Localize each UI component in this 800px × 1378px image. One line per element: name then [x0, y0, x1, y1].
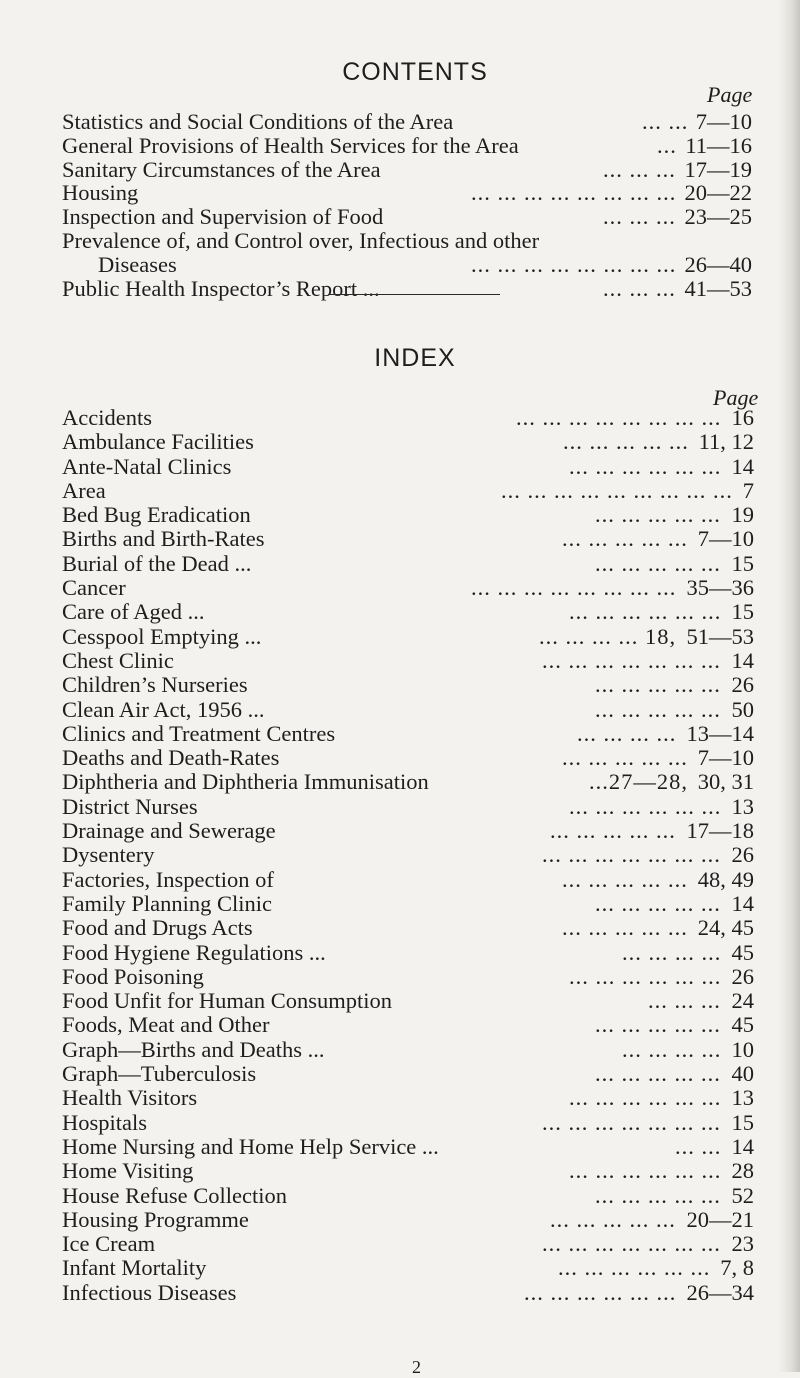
index-entry-page: 28: [731, 1158, 754, 1184]
contents-entry-leader: ... ... ... ... ... ... ... ...: [471, 251, 677, 277]
index-entry-leader: ... ... ... ... ... ...: [569, 963, 722, 989]
index-entry-page: 11, 12: [698, 429, 754, 455]
index-entry-label: Food Poisoning: [62, 963, 204, 989]
index-entry-leader: ... ... ... ... ... ... ... ...: [471, 575, 677, 601]
index-entry-label: House Refuse Collection: [62, 1182, 287, 1208]
index-entry: [62, 1111, 762, 1135]
index-entry-label: Housing Programme: [62, 1206, 249, 1232]
index-entry-page: 35—36: [686, 575, 754, 601]
index-entry-label: Accidents: [62, 405, 152, 430]
contents-entry: [62, 229, 762, 253]
index-entry-page: 14: [731, 890, 754, 916]
index-entry-leader: ... ... ... ... ...: [595, 1012, 721, 1038]
index-entry: [62, 941, 762, 965]
index-heading: INDEX: [374, 344, 456, 372]
index-entry-page: 7—10: [697, 745, 754, 771]
index-entry: [62, 1013, 762, 1037]
index-entry-page: 45: [731, 1012, 754, 1038]
contents-entry: [62, 110, 762, 134]
index-entry-label: Ambulance Facilities: [62, 429, 254, 455]
index-entry-page: 17—18: [686, 818, 754, 844]
index-entry-label: Factories, Inspection of: [62, 866, 274, 892]
index-entry-leader: ... ... ... ... ... ...: [569, 793, 722, 819]
contents-entry-label: Inspection and Supervision of Food: [62, 204, 384, 230]
index-entry: [62, 795, 762, 819]
index-entry-leader: ... ... ... ... ...: [595, 696, 721, 722]
contents-page-column-label: Page: [707, 82, 753, 107]
index-page-column-label: Page: [713, 385, 759, 410]
index-entry-page: 15: [731, 550, 754, 576]
index-entry-label: Deaths and Death-Rates: [62, 745, 280, 771]
index-entry: [62, 455, 762, 479]
index-entry: [62, 479, 762, 503]
index-entry-leader: ... ... ... ... ... ... ...: [542, 842, 721, 868]
contents-entry-leader: ... ... ...: [603, 275, 676, 301]
index-entry-page: 14: [731, 453, 754, 479]
index-entry-page: 13—14: [686, 720, 754, 746]
contents-entry: [62, 158, 762, 182]
index-entry-leader: ... ... ... ... ...: [562, 915, 688, 941]
index-entry-leader: ... ... ... ... ... ... ... ... ...: [501, 477, 733, 503]
index-entry: [62, 868, 762, 892]
index-entry-leader: ... ... ... ... ... ...: [569, 599, 722, 625]
index-entry: [62, 1062, 762, 1086]
index-entry-leader: ... ... ... ... ...: [595, 502, 721, 528]
index-entry-label: Food Unfit for Human Consumption: [62, 988, 392, 1014]
index-entry-page: 10: [731, 1036, 754, 1062]
index-entry: [62, 989, 762, 1013]
index-entry-label: Food and Drugs Acts: [62, 915, 253, 941]
index-entry-page: 45: [731, 939, 754, 965]
contents-entry-label: Diseases: [98, 251, 177, 277]
index-entry-label: Health Visitors: [62, 1085, 198, 1111]
contents-entry-label: Sanitary Circumstances of the Area: [62, 156, 381, 182]
index-entry-page: 40: [731, 1061, 754, 1087]
page-edge-shadow: [778, 0, 800, 1372]
index-entry-leader: ... ... ... ... ...: [595, 550, 721, 576]
index-entry-leader: ... ...: [675, 1133, 722, 1159]
index-entry-label: Ice Cream: [62, 1231, 156, 1257]
index-entry-label: Family Planning Clinic: [62, 890, 273, 916]
index-entry-leader: ... ... ... ... ... ... ...: [542, 1109, 721, 1135]
index-entry-label: Hospitals: [62, 1109, 148, 1135]
index-entry: [62, 770, 762, 794]
index-entry-page: 50: [731, 696, 754, 722]
contents-entry-leader: ... ... ...: [603, 156, 676, 182]
index-entry-label: District Nurses: [62, 793, 198, 819]
index-entry: [62, 819, 762, 843]
index-entry: [62, 1208, 762, 1232]
index-entry-label: Dysentery: [62, 842, 155, 868]
index-entry-leader: ... ... ... ... ...: [550, 1206, 676, 1232]
index-entry-page: 23: [731, 1231, 754, 1257]
index-entry-leader: ... ... ... ... ...: [562, 866, 688, 892]
index-entry: [62, 722, 762, 746]
index-entry-leader: ... ... ... ... ...: [595, 1182, 721, 1208]
index-entry-page: 13: [731, 793, 754, 819]
page-number: 2: [412, 1357, 421, 1377]
index-entry-leader: ... ... ... ... ... ... ...: [542, 1231, 721, 1257]
contents-entry-page: 7—10: [695, 109, 752, 134]
index-entry-label: Chest Clinic: [62, 647, 174, 673]
contents-entry-page: 11—16: [685, 132, 752, 158]
contents-entry-label: Housing: [62, 180, 139, 206]
index-entry-leader: ... ... ... ...: [622, 1036, 722, 1062]
contents-entry-page: 20—22: [684, 180, 752, 206]
index-entry-page: 26—34: [686, 1279, 754, 1305]
contents-entry-label: Prevalence of, and Control over, Infectious and other: [62, 227, 540, 253]
index-entry: [62, 1256, 762, 1280]
index-entry-page: 15: [731, 599, 754, 625]
index-entry: [62, 600, 762, 624]
index-entry: [62, 576, 762, 600]
index-entry-leader: ... ... ... ...: [622, 939, 722, 965]
index-entry: [62, 698, 762, 722]
index-entry-leader: ... ... ... ... ...: [595, 890, 721, 916]
index-entry-page: 51—53: [686, 623, 754, 649]
index-entry-page: 14: [731, 1133, 754, 1159]
contents-entry-page: 23—25: [684, 204, 752, 230]
index-entry: [62, 649, 762, 673]
index-entry: [62, 673, 762, 697]
index-entry: [62, 746, 762, 770]
index-entry-label: Graph—Births and Deaths ...: [62, 1036, 325, 1062]
index-entry-page: 20—21: [686, 1206, 754, 1232]
index-entry-label: Cesspool Emptying ...: [62, 623, 262, 649]
index-entry: [62, 843, 762, 867]
index-entry-label: Diphtheria and Diphtheria Immunisation: [62, 769, 429, 795]
index-entry-page: 7—10: [697, 526, 754, 552]
contents-entry: [62, 181, 762, 205]
section-divider: [328, 294, 500, 295]
index-entry-leader: ... ... ... ... ...: [595, 1061, 721, 1087]
index-entry-page: 24: [731, 988, 754, 1014]
index-entry: [62, 1086, 762, 1110]
index-entry-page: 16: [731, 405, 754, 430]
index-entry: [62, 916, 762, 940]
index-entry-label: Drainage and Sewerage: [62, 818, 276, 844]
index-entry-label: Infectious Diseases: [62, 1279, 237, 1305]
index-entry: [62, 1184, 762, 1208]
contents-entry-label: General Provisions of Health Services for the Area: [62, 132, 519, 158]
index-entry-page: 26: [731, 842, 754, 868]
index-entry-label: Bed Bug Eradication: [62, 502, 251, 528]
index-entry-leader: ... ... ... ... ... ...: [569, 1085, 722, 1111]
index-entry: [62, 965, 762, 989]
index-list: [62, 406, 762, 1305]
index-entry-page: 24, 45: [697, 915, 754, 941]
index-entry: [62, 406, 762, 430]
index-entry-label: Clinics and Treatment Centres: [62, 720, 336, 746]
index-entry-label: Home Nursing and Home Help Service ...: [62, 1133, 439, 1159]
index-entry-label: Care of Aged ...: [62, 599, 205, 625]
index-entry-leader: ... ... ... ... ... ... ... ...: [516, 405, 722, 430]
index-entry: [62, 1135, 762, 1159]
index-entry-label: Births and Birth-Rates: [62, 526, 265, 552]
index-entry-page: 26: [731, 672, 754, 698]
index-entry-leader: ...27—28,: [589, 769, 688, 795]
index-entry: [62, 503, 762, 527]
index-entry: [62, 1159, 762, 1183]
index-entry-leader: ... ... ... ... ... ...: [524, 1279, 677, 1305]
index-entry-page: 30, 31: [697, 769, 754, 795]
index-entry-leader: ... ... ... ... ... ...: [558, 1255, 711, 1281]
index-entry-leader: ... ... ... ... 18,: [539, 623, 677, 649]
index-entry-label: Food Hygiene Regulations ...: [62, 939, 326, 965]
contents-entry-page: 41—53: [684, 275, 752, 301]
index-entry: [62, 430, 762, 454]
index-entry-leader: ... ... ... ... ... ...: [569, 1158, 722, 1184]
index-entry-label: Cancer: [62, 575, 126, 601]
index-entry-page: 14: [731, 647, 754, 673]
index-entry-page: 15: [731, 1109, 754, 1135]
contents-entry-page: 26—40: [684, 251, 752, 277]
index-entry: [62, 1232, 762, 1256]
index-entry: [62, 1281, 762, 1305]
contents-entry: [62, 134, 762, 158]
contents-entry-label: Statistics and Social Conditions of the Area: [62, 109, 454, 134]
index-entry-leader: ... ... ... ... ...: [595, 672, 721, 698]
index-entry-label: Home Visiting: [62, 1158, 194, 1184]
contents-entry-label: Public Health Inspector’s Report ...: [62, 275, 380, 301]
contents-entry: [62, 277, 762, 301]
index-entry-leader: ... ... ... ... ...: [550, 818, 676, 844]
contents-entry: [62, 205, 762, 229]
index-entry-page: 19: [731, 502, 754, 528]
index-entry-leader: ... ... ... ... ...: [563, 429, 689, 455]
index-entry-page: 7, 8: [720, 1255, 754, 1281]
contents-entry: [62, 253, 762, 277]
index-entry-page: 48, 49: [697, 866, 754, 892]
index-entry-leader: ... ... ... ... ...: [562, 526, 688, 552]
contents-heading: CONTENTS: [342, 58, 488, 86]
index-entry-label: Children’s Nurseries: [62, 672, 248, 698]
contents-list: [62, 110, 762, 300]
contents-entry-page: 17—19: [684, 156, 752, 182]
index-entry-leader: ... ... ... ... ... ... ...: [542, 647, 721, 673]
index-entry-label: Clean Air Act, 1956 ...: [62, 696, 265, 722]
index-entry: [62, 1038, 762, 1062]
index-entry-leader: ... ... ... ... ... ...: [569, 453, 722, 479]
contents-entry-leader: ... ... ...: [603, 204, 676, 230]
contents-entry-leader: ... ... ... ... ... ... ... ...: [471, 180, 677, 206]
index-entry-leader: ... ... ... ... ...: [562, 745, 688, 771]
contents-entry-leader: ...: [657, 132, 677, 158]
index-entry: [62, 625, 762, 649]
index-entry-label: Graph—Tuberculosis: [62, 1061, 257, 1087]
index-entry-label: Area: [62, 477, 106, 503]
index-entry-label: Ante-Natal Clinics: [62, 453, 232, 479]
index-entry-leader: ... ... ... ...: [577, 720, 677, 746]
index-entry-page: 52: [731, 1182, 754, 1208]
index-entry-leader: ... ... ...: [648, 988, 721, 1014]
index-entry: [62, 552, 762, 576]
index-entry-label: Burial of the Dead ...: [62, 550, 252, 576]
index-entry-page: 7: [742, 477, 754, 503]
index-entry-label: Infant Mortality: [62, 1255, 207, 1281]
index-entry-label: Foods, Meat and Other: [62, 1012, 270, 1038]
index-entry-page: 13: [731, 1085, 754, 1111]
contents-entry-leader: ... ...: [642, 109, 689, 134]
index-entry-page: 26: [731, 963, 754, 989]
index-entry: [62, 892, 762, 916]
index-entry: [62, 527, 762, 551]
